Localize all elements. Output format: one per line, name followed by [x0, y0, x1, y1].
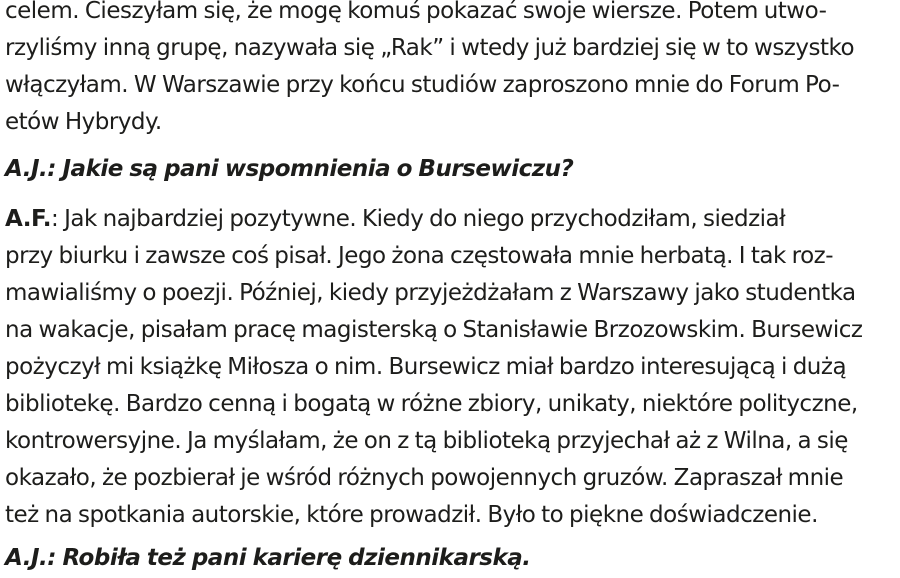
answer-1-line-8: okazało, że pozbierał je wśród różnych powojennych gruzów. Zapraszał mnie — [5, 465, 844, 491]
answer-1-line-9: też na spotkania autorskie, które prowadził. Było to piękne doświadczenie. — [5, 502, 818, 528]
intro-line-2: rzyliśmy inną grupę, nazywała się „Rak” i wtedy już bardziej się w to wszystko — [5, 35, 855, 61]
question-1-speaker: A.J.: — [5, 156, 56, 182]
answer-1 — [5, 201, 894, 534]
answer-1-colon: : — [51, 206, 59, 232]
question-2 — [5, 540, 894, 577]
intro-paragraph — [5, 0, 894, 141]
question-1 — [5, 151, 894, 188]
answer-1-line-5: pożyczył mi książkę Miłosza o nim. Bursewicz miał bardzo interesującą i dużą — [5, 354, 847, 380]
answer-1-text-1: Jak najbardziej pozytywne. Kiedy do niego przychodziłam, siedział — [58, 206, 786, 232]
answer-1-line-1 — [5, 201, 894, 238]
answer-1-line-6: bibliotekę. Bardzo cenną i bogatą w różne zbiory, unikaty, niektóre polityczne, — [5, 391, 858, 417]
answer-1-line-3: mawialiśmy o poezji. Później, kiedy przyjeżdżałam z Warszawy jako studentka — [5, 280, 856, 306]
question-2-speaker: A.J.: — [5, 545, 56, 571]
intro-line-4: etów Hybrydy. — [5, 109, 162, 135]
answer-1-line-2: przy biurku i zawsze coś pisał. Jego żona częstowała mnie herbatą. I tak roz- — [5, 243, 834, 269]
question-1-text: Jakie są pani wspomnienia o Bursewiczu? — [62, 156, 574, 182]
answer-1-line-7: kontrowersyjne. Ja myślałam, że on z tą biblioteką przyjechał aż z Wilna, a się — [5, 428, 848, 454]
answer-1-line-4: na wakacje, pisałam pracę magisterską o Stanisławie Brzozowskim. Bursewicz — [5, 317, 863, 343]
answer-1-speaker: A.F. — [5, 206, 52, 232]
question-2-text: Robiła też pani karierę dziennikarską. — [62, 545, 531, 571]
intro-line-3: włączyłam. W Warszawie przy końcu studiów zaproszono mnie do Forum Po- — [5, 72, 840, 98]
intro-line-1: celem. Cieszyłam się, że mogę komuś pokazać swoje wiersze. Potem utwo- — [5, 0, 827, 24]
